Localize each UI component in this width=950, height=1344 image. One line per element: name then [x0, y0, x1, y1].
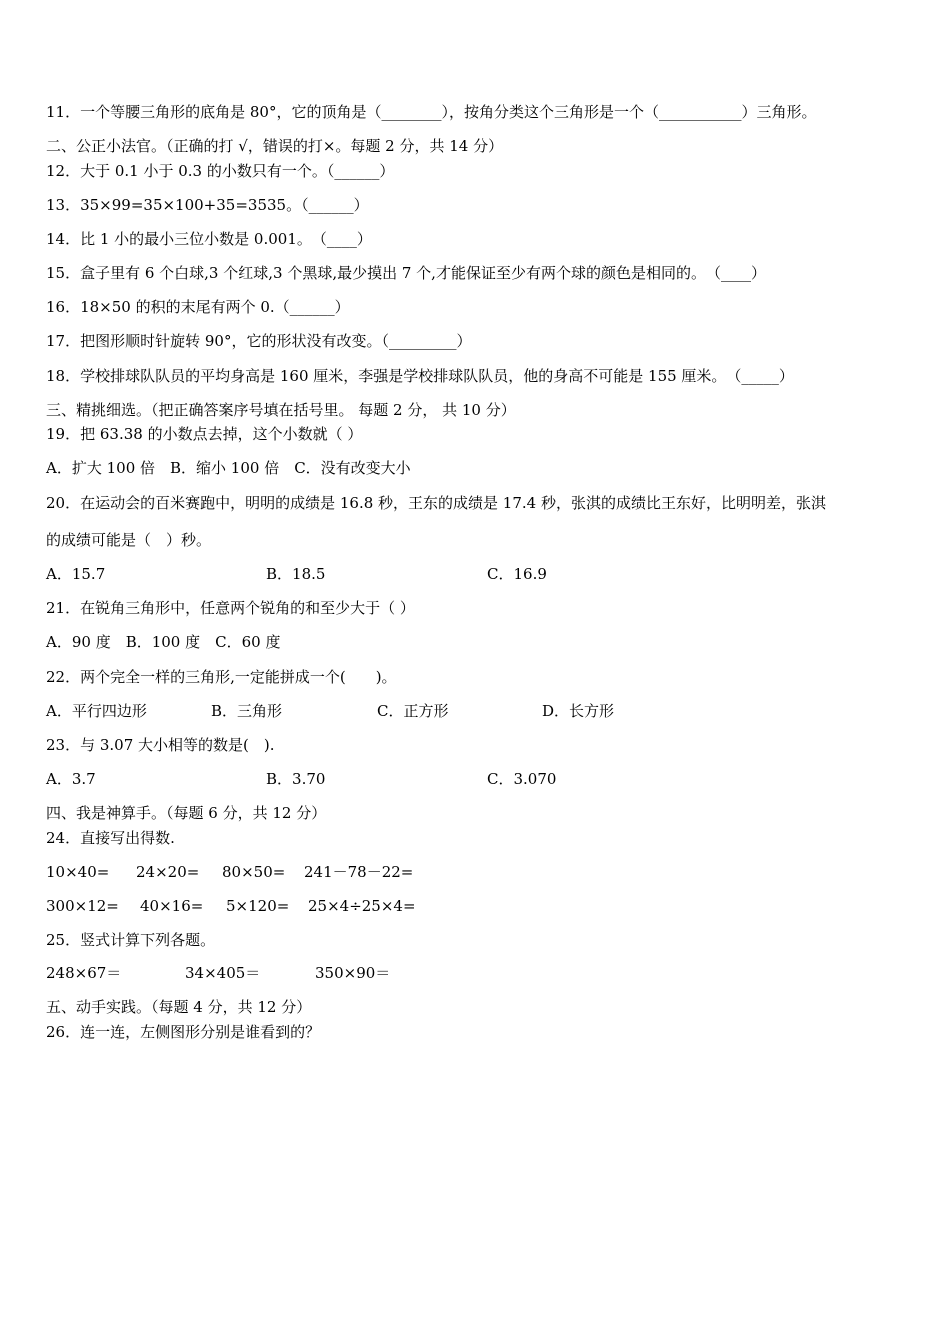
- question-11: 11．一个等腰三角形的底角是 80°，它的顶角是（________），按角分类这个三角形是一个（___________）三角形。: [46, 103, 817, 121]
- question-14: 14．比 1 小的最小三位小数是 0.001。 （____）: [46, 230, 372, 248]
- question-20-option-a: A．15.7: [46, 565, 106, 583]
- question-16: 16．18×50 的积的末尾有两个 0.（______）: [46, 298, 350, 316]
- question-21: 21．在锐角三角形中，任意两个锐角的和至少大于（ ）: [46, 599, 415, 617]
- question-23-option-c: C．3.070: [487, 770, 557, 788]
- question-20-option-b: B．18.5: [266, 565, 326, 583]
- question-21-options: A．90 度 B．100 度 C．60 度: [46, 633, 281, 651]
- question-24: 24．直接写出得数.: [46, 829, 175, 847]
- question-12: 12．大于 0.1 小于 0.3 的小数只有一个。（______）: [46, 162, 395, 180]
- question-23-option-a: A．3.7: [46, 770, 96, 788]
- vertical-calc-item: 350×90＝: [315, 964, 391, 982]
- question-20-option-c: C．16.9: [487, 565, 547, 583]
- calc-item: 241－78－22=: [304, 863, 414, 881]
- question-25: 25．竖式计算下列各题。: [46, 931, 216, 949]
- section-5-heading: 五、动手实践。（每题 4 分，共 12 分）: [46, 998, 312, 1016]
- question-26: 26．连一连，左侧图形分别是谁看到的？: [46, 1023, 321, 1041]
- question-18: 18．学校排球队队员的平均身高是 160 厘米，李强是学校排球队队员，他的身高不可能是 155 厘米。 （_____）: [46, 367, 794, 385]
- question-22-option-a: A．平行四边形: [46, 702, 147, 720]
- calc-item: 80×50=: [222, 863, 286, 881]
- question-22-option-c: C．正方形: [377, 702, 449, 720]
- section-4-heading: 四、我是神算手。（每题 6 分，共 12 分）: [46, 804, 327, 822]
- question-19: 19．把 63.38 的小数点去掉，这个小数就（ ）: [46, 425, 363, 443]
- question-20-line-1: 20．在运动会的百米赛跑中，明明的成绩是 16.8 秒，王东的成绩是 17.4 秒，张淇的成绩比王东好，比明明差，张淇: [46, 494, 826, 512]
- question-20-line-2: 的成绩可能是（ ）秒。: [46, 531, 212, 549]
- vertical-calc-item: 248×67＝: [46, 964, 122, 982]
- calc-item: 25×4÷25×4=: [308, 897, 416, 915]
- question-22: 22．两个完全一样的三角形,一定能拼成一个( )。: [46, 668, 397, 686]
- calc-item: 40×16=: [140, 897, 204, 915]
- section-2-heading: 二、公正小法官。（正确的打 √，错误的打×。每题 2 分，共 14 分）: [46, 137, 504, 155]
- question-23: 23．与 3.07 大小相等的数是( ).: [46, 736, 275, 754]
- calc-item: 5×120=: [226, 897, 290, 915]
- vertical-calc-item: 34×405＝: [185, 964, 261, 982]
- calc-item: 300×12=: [46, 897, 119, 915]
- section-3-heading: 三、精挑细选。（把正确答案序号填在括号里。 每题 2 分， 共 10 分）: [46, 401, 516, 419]
- question-13: 13．35×99=35×100+35=3535。（______）: [46, 196, 369, 214]
- calc-item: 24×20=: [136, 863, 200, 881]
- question-22-option-d: D．长方形: [542, 702, 615, 720]
- question-22-option-b: B．三角形: [211, 702, 283, 720]
- question-17: 17．把图形顺时针旋转 90°，它的形状没有改变。（_________）: [46, 332, 472, 350]
- question-15: 15．盒子里有 6 个白球,3 个红球,3 个黑球,最少摸出 7 个,才能保证至少有两个球的颜色是相同的。 （____）: [46, 264, 766, 282]
- question-19-options: A．扩大 100 倍 B．缩小 100 倍 C．没有改变大小: [46, 459, 411, 477]
- calc-item: 10×40=: [46, 863, 110, 881]
- question-23-option-b: B．3.70: [266, 770, 326, 788]
